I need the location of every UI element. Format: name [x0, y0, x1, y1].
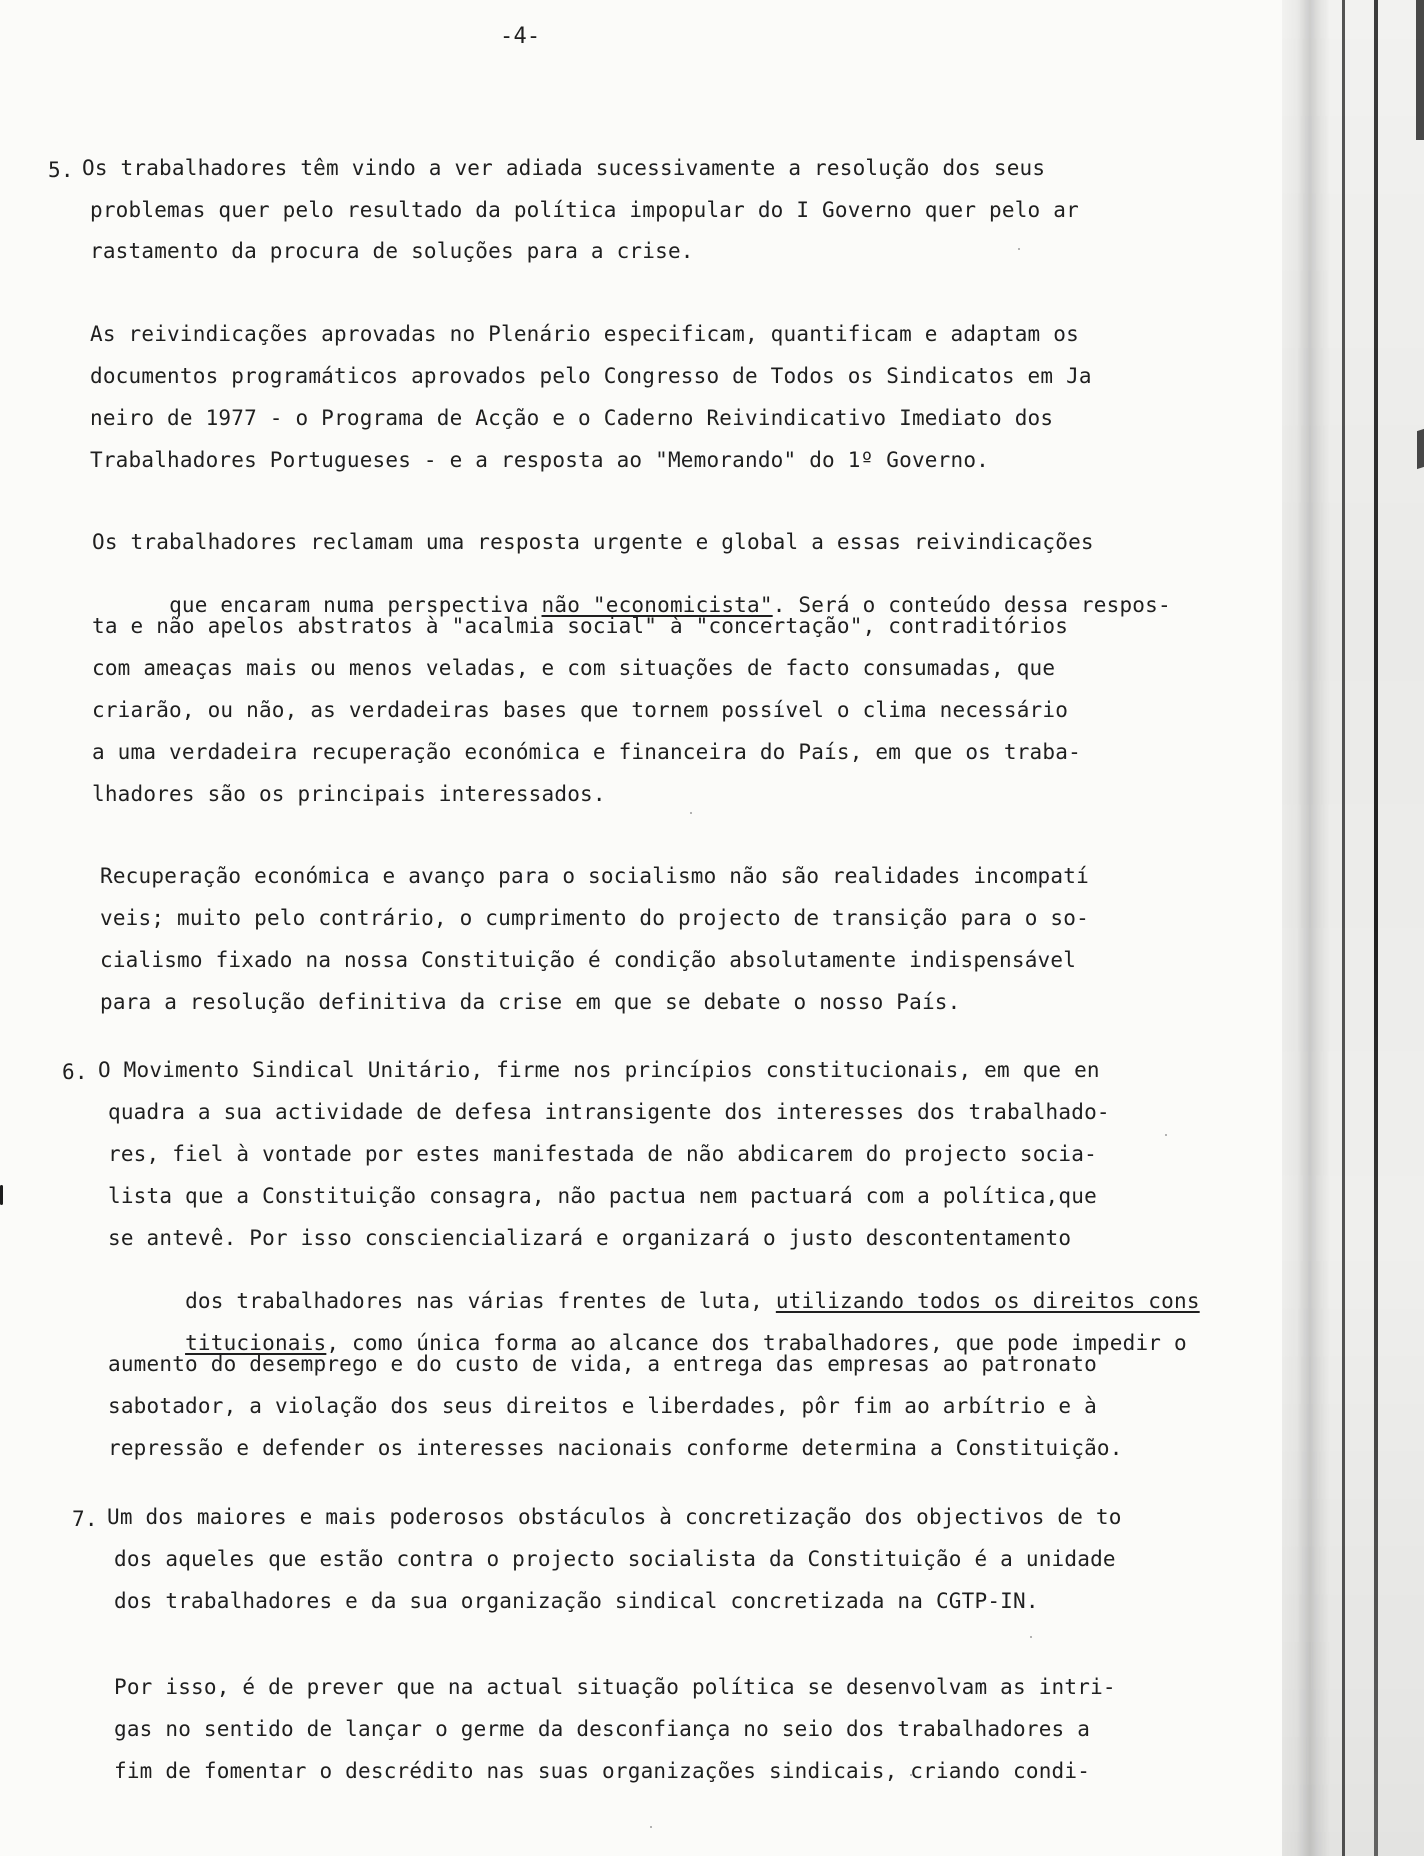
section-number: 7.	[72, 1507, 98, 1531]
section-7-line-3: dos trabalhadores e da sua organização sindical concretizada na CGTP-IN.	[114, 1589, 1039, 1613]
section-6-line-1: O Movimento Sindical Unitário, firme nos princípios constitucionais, em que en	[98, 1058, 1100, 1082]
section-6-line-5: se antevê. Por isso consciencializará e organizará o justo descontentamento	[108, 1226, 1072, 1250]
section-7-paragraph-2-line-3: fim de fomentar o descrédito nas suas organizações sindicais, criando condi-	[114, 1759, 1091, 1783]
margin-mark	[0, 1185, 3, 1205]
page-edge-shadow	[1282, 0, 1424, 1856]
section-number: 5.	[48, 158, 74, 182]
scan-speck	[1030, 1636, 1032, 1638]
page-number: -4-	[500, 24, 541, 49]
section-6-line-2: quadra a sua actividade de defesa intransigente dos interesses dos trabalhado-	[108, 1100, 1110, 1124]
section-6-line-10: repressão e defender os interesses nacionais conforme determina a Constituição.	[108, 1436, 1123, 1460]
section-5-paragraph-3-line-6: a uma verdadeira recuperação económica e financeira do País, em que os traba-	[92, 740, 1081, 764]
section-5-line-1: Os trabalhadores têm vindo a ver adiada sucessivamente a resolução dos seus	[82, 156, 1046, 180]
section-5-paragraph-3-line-5: criarão, ou não, as verdadeiras bases que tornem possível o clima necessário	[92, 698, 1069, 722]
section-5-paragraph-4-line-4: para a resolução definitiva da crise em que se debate o nosso País.	[100, 990, 961, 1014]
section-5-paragraph-3-line-3: ta e não apelos abstratos à "acalmia social" à "concertação", contraditórios	[92, 614, 1069, 638]
section-5-line-2: problemas quer pelo resultado da política impopular do I Governo quer pelo ar	[90, 198, 1079, 222]
section-5-paragraph-3-line-4: com ameaças mais ou menos veladas, e com situações de facto consumadas, que	[92, 656, 1056, 680]
section-5-paragraph-2-line-3: neiro de 1977 - o Programa de Acção e o Caderno Reivindicativo Imediato dos	[90, 406, 1054, 430]
binding-line-right	[1374, 0, 1378, 1856]
section-6-line-3: res, fiel à vontade por estes manifestada de não abdicarem do projecto socia-	[108, 1142, 1097, 1166]
line-text-start: dos trabalhadores nas várias frentes de luta,	[185, 1289, 776, 1313]
section-5-paragraph-4-line-2: veis; muito pelo contrário, o cumprimento do projecto de transição para o so-	[100, 906, 1089, 930]
scan-speck	[690, 812, 692, 814]
line-text-end: . Será o conteúdo dessa respos-	[772, 593, 1171, 617]
section-5-line-3: rastamento da procura de soluções para a crise.	[90, 239, 694, 263]
line-text-end: , como única forma ao alcance dos trabalhadores, que pode impedir o	[326, 1331, 1187, 1355]
section-6-line-8: aumento do desemprego e do custo de vida, a entrega das empresas ao patronato	[108, 1352, 1097, 1376]
underlined-phrase-end: titucionais	[185, 1331, 327, 1355]
section-7-line-1: Um dos maiores e mais poderosos obstáculos à concretização dos objectivos de to	[107, 1505, 1122, 1529]
section-5-paragraph-4-line-3: cialismo fixado na nossa Constituição é condição absolutamente indispensável	[100, 948, 1077, 972]
section-6-line-4: lista que a Constituição consagra, não pactua nem pactuará com a política,que	[108, 1184, 1097, 1208]
scan-speck	[650, 1826, 652, 1828]
section-6-line-9: sabotador, a violação dos seus direitos e liberdades, pôr fim ao arbítrio e à	[108, 1394, 1097, 1418]
section-7-paragraph-2-line-2: gas no sentido de lançar o germe da desconfiança no seio dos trabalhadores a	[114, 1717, 1091, 1741]
underlined-phrase-start: utilizando todos os direitos cons	[775, 1289, 1200, 1313]
section-number: 6.	[62, 1060, 88, 1084]
section-7-paragraph-2-line-1: Por isso, é de prever que na actual situação política se desenvolvam as intri-	[114, 1675, 1116, 1699]
line-text-start: que encaram numa perspectiva	[169, 593, 542, 617]
scan-speck	[910, 1774, 912, 1776]
section-5-paragraph-2-line-1: As reivindicações aprovadas no Plenário especificam, quantificam e adaptam os	[90, 322, 1079, 346]
section-5-paragraph-2-line-2: documentos programáticos aprovados pelo Congresso de Todos os Sindicatos em Ja	[90, 364, 1092, 388]
section-5-paragraph-2-line-4: Trabalhadores Portugueses - e a resposta ao "Memorando" do 1º Governo.	[90, 448, 990, 472]
right-edge-mark	[1417, 429, 1424, 469]
scan-speck	[1018, 248, 1020, 250]
section-5-paragraph-3-line-1: Os trabalhadores reclamam uma resposta urgente e global a essas reivindicações	[92, 530, 1094, 554]
binding-line-left	[1342, 0, 1345, 1856]
scan-speck	[1165, 1134, 1167, 1136]
section-5-paragraph-4-line-1: Recuperação económica e avanço para o socialismo não são realidades incompatí	[100, 864, 1089, 888]
right-corner-mark	[1416, 0, 1424, 140]
underlined-phrase: não "economicista"	[541, 593, 773, 617]
section-7-line-2: dos aqueles que estão contra o projecto socialista da Constituição é a unidade	[114, 1547, 1116, 1571]
section-5-paragraph-3-line-7: lhadores são os principais interessados.	[92, 782, 606, 806]
